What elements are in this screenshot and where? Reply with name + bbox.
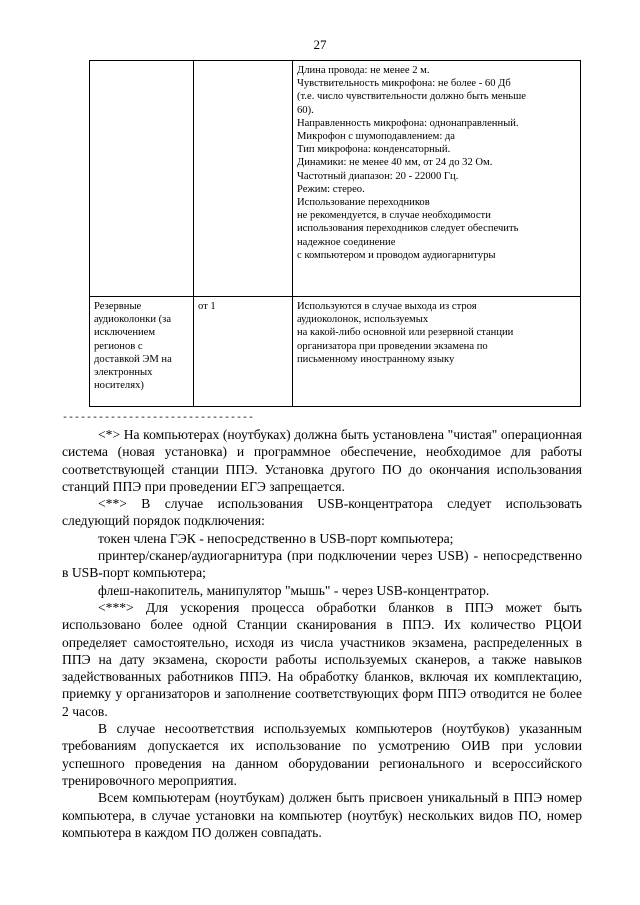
equipment-line: исключением: [94, 327, 156, 339]
equipment-line: Резервные: [94, 301, 142, 312]
requirement-line: Чувствительность микрофона: не более - 60 Дб: [297, 78, 511, 90]
footnote-separator: --------------------------------: [62, 413, 255, 424]
requirement-line: на какой-либо основной или резервной станции: [297, 327, 514, 339]
footnote-paragraph: <**> В случае использования USB-концентратора следует использовать следующий порядок подключения:: [62, 496, 582, 529]
requirement-line: не рекомендуется, в случае необходимости: [297, 210, 491, 222]
requirement-line: Направленность микрофона: однонаправленный.: [297, 117, 519, 129]
table-cell-equipment: [90, 61, 194, 297]
requirement-line: с компьютером и проводом аудиогарнитуры: [297, 249, 496, 261]
table-cell-equipment: [90, 297, 194, 407]
list-item: флеш-накопитель, манипулятор "мышь" - через USB-концентратор.: [98, 582, 490, 598]
equipment-line: аудиоколонки (за: [94, 314, 172, 326]
equipment-line: доставкой ЭМ на: [94, 353, 172, 365]
table-row: [90, 297, 581, 407]
requirements-table: [89, 60, 581, 407]
requirement-line: Тип микрофона: конденсаторный.: [297, 144, 451, 156]
footnote-paragraph: <*> На компьютерах (ноутбуках) должна быть установлена "чистая" операционная система (новая установка) и программное обеспечение, необходимое для работы соответствующей станции ППЭ. Установка другого ПО до окончания использования станций ППЭ при проведении ЕГЭ запрещается.: [62, 427, 582, 494]
requirement-line: Используются в случае выхода из строя: [297, 301, 477, 312]
table-row: [90, 61, 581, 297]
list-item: токен члена ГЭК - непосредственно в USB-порт компьютера;: [98, 530, 454, 546]
footnotes-body: [62, 426, 582, 841]
equipment-line: регионов с: [94, 340, 143, 352]
requirement-line: Динамики: не менее 40 мм, от 24 до 32 Ом.: [297, 157, 493, 169]
body-paragraph: Всем компьютерам (ноутбукам) должен быть присвоен уникальный в ППЭ номер компьютера, в случае установки на компьютер (ноутбук) нескольких видов ПО, номер компьютера в каждом ПО должен совпадать.: [62, 790, 582, 840]
table-cell-requirements: [293, 297, 581, 407]
page-number: 27: [313, 37, 327, 52]
table-cell-quantity: от 1: [194, 297, 293, 407]
requirement-line: аудиоколонок, используемых: [297, 314, 429, 326]
requirement-line: Длина провода: не менее 2 м.: [297, 65, 430, 76]
equipment-line: электронных: [94, 367, 153, 379]
table-cell-requirements: [293, 61, 581, 297]
table-cell-quantity: [194, 61, 293, 297]
requirement-line: Частотный диапазон: 20 - 22000 Гц.: [297, 170, 459, 182]
requirement-line: Использование переходников: [297, 197, 430, 209]
requirement-line: письменному иностранному языку: [297, 353, 455, 365]
list-item: принтер/сканер/аудиогарнитура (при подключении через USB) - непосредственно в USB-порт компьютера;: [62, 548, 582, 581]
requirement-line: организатора при проведении экзамена по: [297, 340, 488, 352]
requirement-line: надежное соединение: [297, 236, 396, 248]
requirement-line: (т.е. число чувствительности должно быть меньше: [297, 91, 526, 103]
requirement-line: 60).: [297, 104, 314, 116]
requirement-line: использования переходников следует обеспечить: [297, 223, 519, 235]
footnote-paragraph: <***> Для ускорения процесса обработки бланков в ППЭ может быть использовано более одной Станции сканирования в ППЭ. Их количество РЦОИ определяет самостоятельно, исходя из числа участников экзамена, распределенных в ППЭ на дату экзамена, скорости работы используемых сканеров, а также навыков задействованных работников ППЭ. На обработку бланков, включая их комплектацию, приемку у организаторов и заполнение соответствующих форм ППЭ отводится не более 2 часов.: [62, 599, 582, 719]
requirement-line: Микрофон с шумоподавлением: да: [297, 131, 456, 143]
equipment-line: носителях): [94, 380, 144, 392]
requirement-line: Режим: стерео.: [297, 183, 365, 195]
body-paragraph: В случае несоответствия используемых компьютеров (ноутбуков) указанным требованиям допускается их использование по усмотрению ОИВ при условии успешного проведения на данном оборудовании регионального и всероссийского тренировочного мероприятия.: [62, 721, 582, 788]
